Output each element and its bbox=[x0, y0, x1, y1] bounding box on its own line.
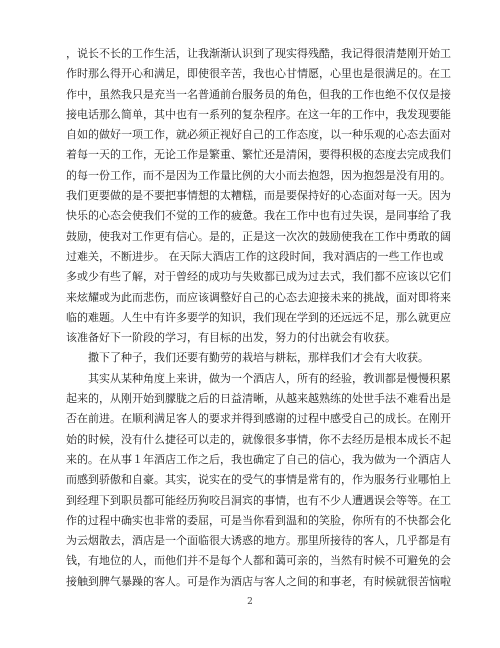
text-line: 而感到骄傲和自豪。其实，说实在的受气的事情是常有的，作为服务行业哪怕上 bbox=[66, 473, 451, 487]
text-line: 作时那么得开心和满足，即使很辛苦，我也心甘情愿，心里也是很满足的。在工 bbox=[66, 67, 451, 81]
text-line: 来的。在从事１年酒店工作之后，我也确定了自己的信心，我为做为一个酒店人 bbox=[66, 452, 451, 466]
text-line: 过难关，不断进步。 在天际大酒店工作的这段时间，我对酒店的一些工作也或 bbox=[66, 249, 444, 263]
text-line: 撒下了种子，我们还要有勤劳的栽培与耕耘，那样我们才会有大收获。 bbox=[66, 351, 429, 365]
text-line: 作中，虽然我只是充当一名普通前台服务员的角色，但我的工作也绝不仅仅是接 bbox=[66, 87, 451, 101]
text-line: 快乐的心态会使我们不觉的工作的疲惫。我在工作中也有过失误，是同事给了我 bbox=[66, 209, 451, 223]
text-line: 起来的，从刚开始到朦胧之后的日益清晰，从越来越熟练的处世手法不难看出是 bbox=[66, 392, 451, 406]
text-line: 临的难题。人生中有许多要学的知识，我们现在学到的还远远不足，那么就更应 bbox=[66, 310, 451, 324]
text-line: 钱，有地位的人，而他们并不是每个人都和蔼可亲的，当然有时候不可避免的会 bbox=[66, 554, 451, 568]
text-line: 鼓励，使我对工作更有信心。是的，正是这一次次的鼓励使我在工作中勇敢的阔 bbox=[66, 229, 451, 243]
body-text bbox=[66, 44, 451, 592]
text-line: 到经理下到职员都可能经历狗咬吕洞宾的事情，也有不少人遭遇误会等等。在工 bbox=[66, 493, 451, 507]
paragraph-2 bbox=[66, 348, 434, 368]
text-line: 着每一天的工作，无论工作是繁重、繁忙还是清闲，要得积极的态度去完成我们 bbox=[66, 148, 451, 162]
text-line: 接电话那么简单，其中也有一系列的复杂程序。在这一年的工作中，我发现要能 bbox=[66, 107, 451, 121]
text-line: 的每一份工作，而不是因为工作量比例的大小而去抱怨，因为抱怨是没有用的。 bbox=[66, 168, 451, 182]
paragraph-3 bbox=[66, 369, 451, 592]
page-number: 2 bbox=[247, 597, 253, 607]
text-line: 多或少有些了解，对于曾经的成功与失败都已成为过去式，我们都不应该以它们 bbox=[66, 270, 451, 284]
text-line: 始的时候，没有什么捷径可以走的，就像很多事情，你不去经历是根本成长不起 bbox=[66, 432, 451, 446]
text-line: 该准备好下一阶段的学习，有目标的出发，努力的付出就会有收获。 bbox=[66, 331, 396, 345]
text-line: 其实从某种角度上来讲，做为一个酒店人，所有的经验，教训都是慢慢积累 bbox=[66, 371, 451, 385]
text-line: 作的过程中确实也非常的委屈，可是当你看到温和的笑脸，你所有的不快都会化 bbox=[66, 513, 451, 527]
text-line: 来炫耀或为此而悲伤，而应该调整好自己的心态去迎接未来的挑战，面对即将来 bbox=[66, 290, 451, 304]
text-line: 接触到脾气暴躁的客人。可是作为酒店与客人之间的和事老，有时候就很苦恼啦 bbox=[66, 574, 451, 588]
text-line: ，说长不长的工作生活，让我渐渐认识到了现实得残酷，我记得很清楚刚开始工 bbox=[66, 47, 451, 60]
text-line: 自如的做好一项工作，就必须正视好自己的工作态度，以一种乐观的心态去面对 bbox=[66, 128, 451, 142]
text-line: 为云烟散去，酒店是一个面临很大诱惑的地方。那里所接待的客人，几乎都是有 bbox=[66, 534, 451, 548]
text-line: 我们更要做的是不要把事情想的太糟糕，而是要保持好的心态面对每一天。因为 bbox=[66, 189, 451, 203]
paragraph-1 bbox=[66, 44, 451, 348]
text-line: 否在前进。在顺利满足客人的要求并得到感谢的过程中感受自己的成长。在刚开 bbox=[66, 412, 451, 426]
